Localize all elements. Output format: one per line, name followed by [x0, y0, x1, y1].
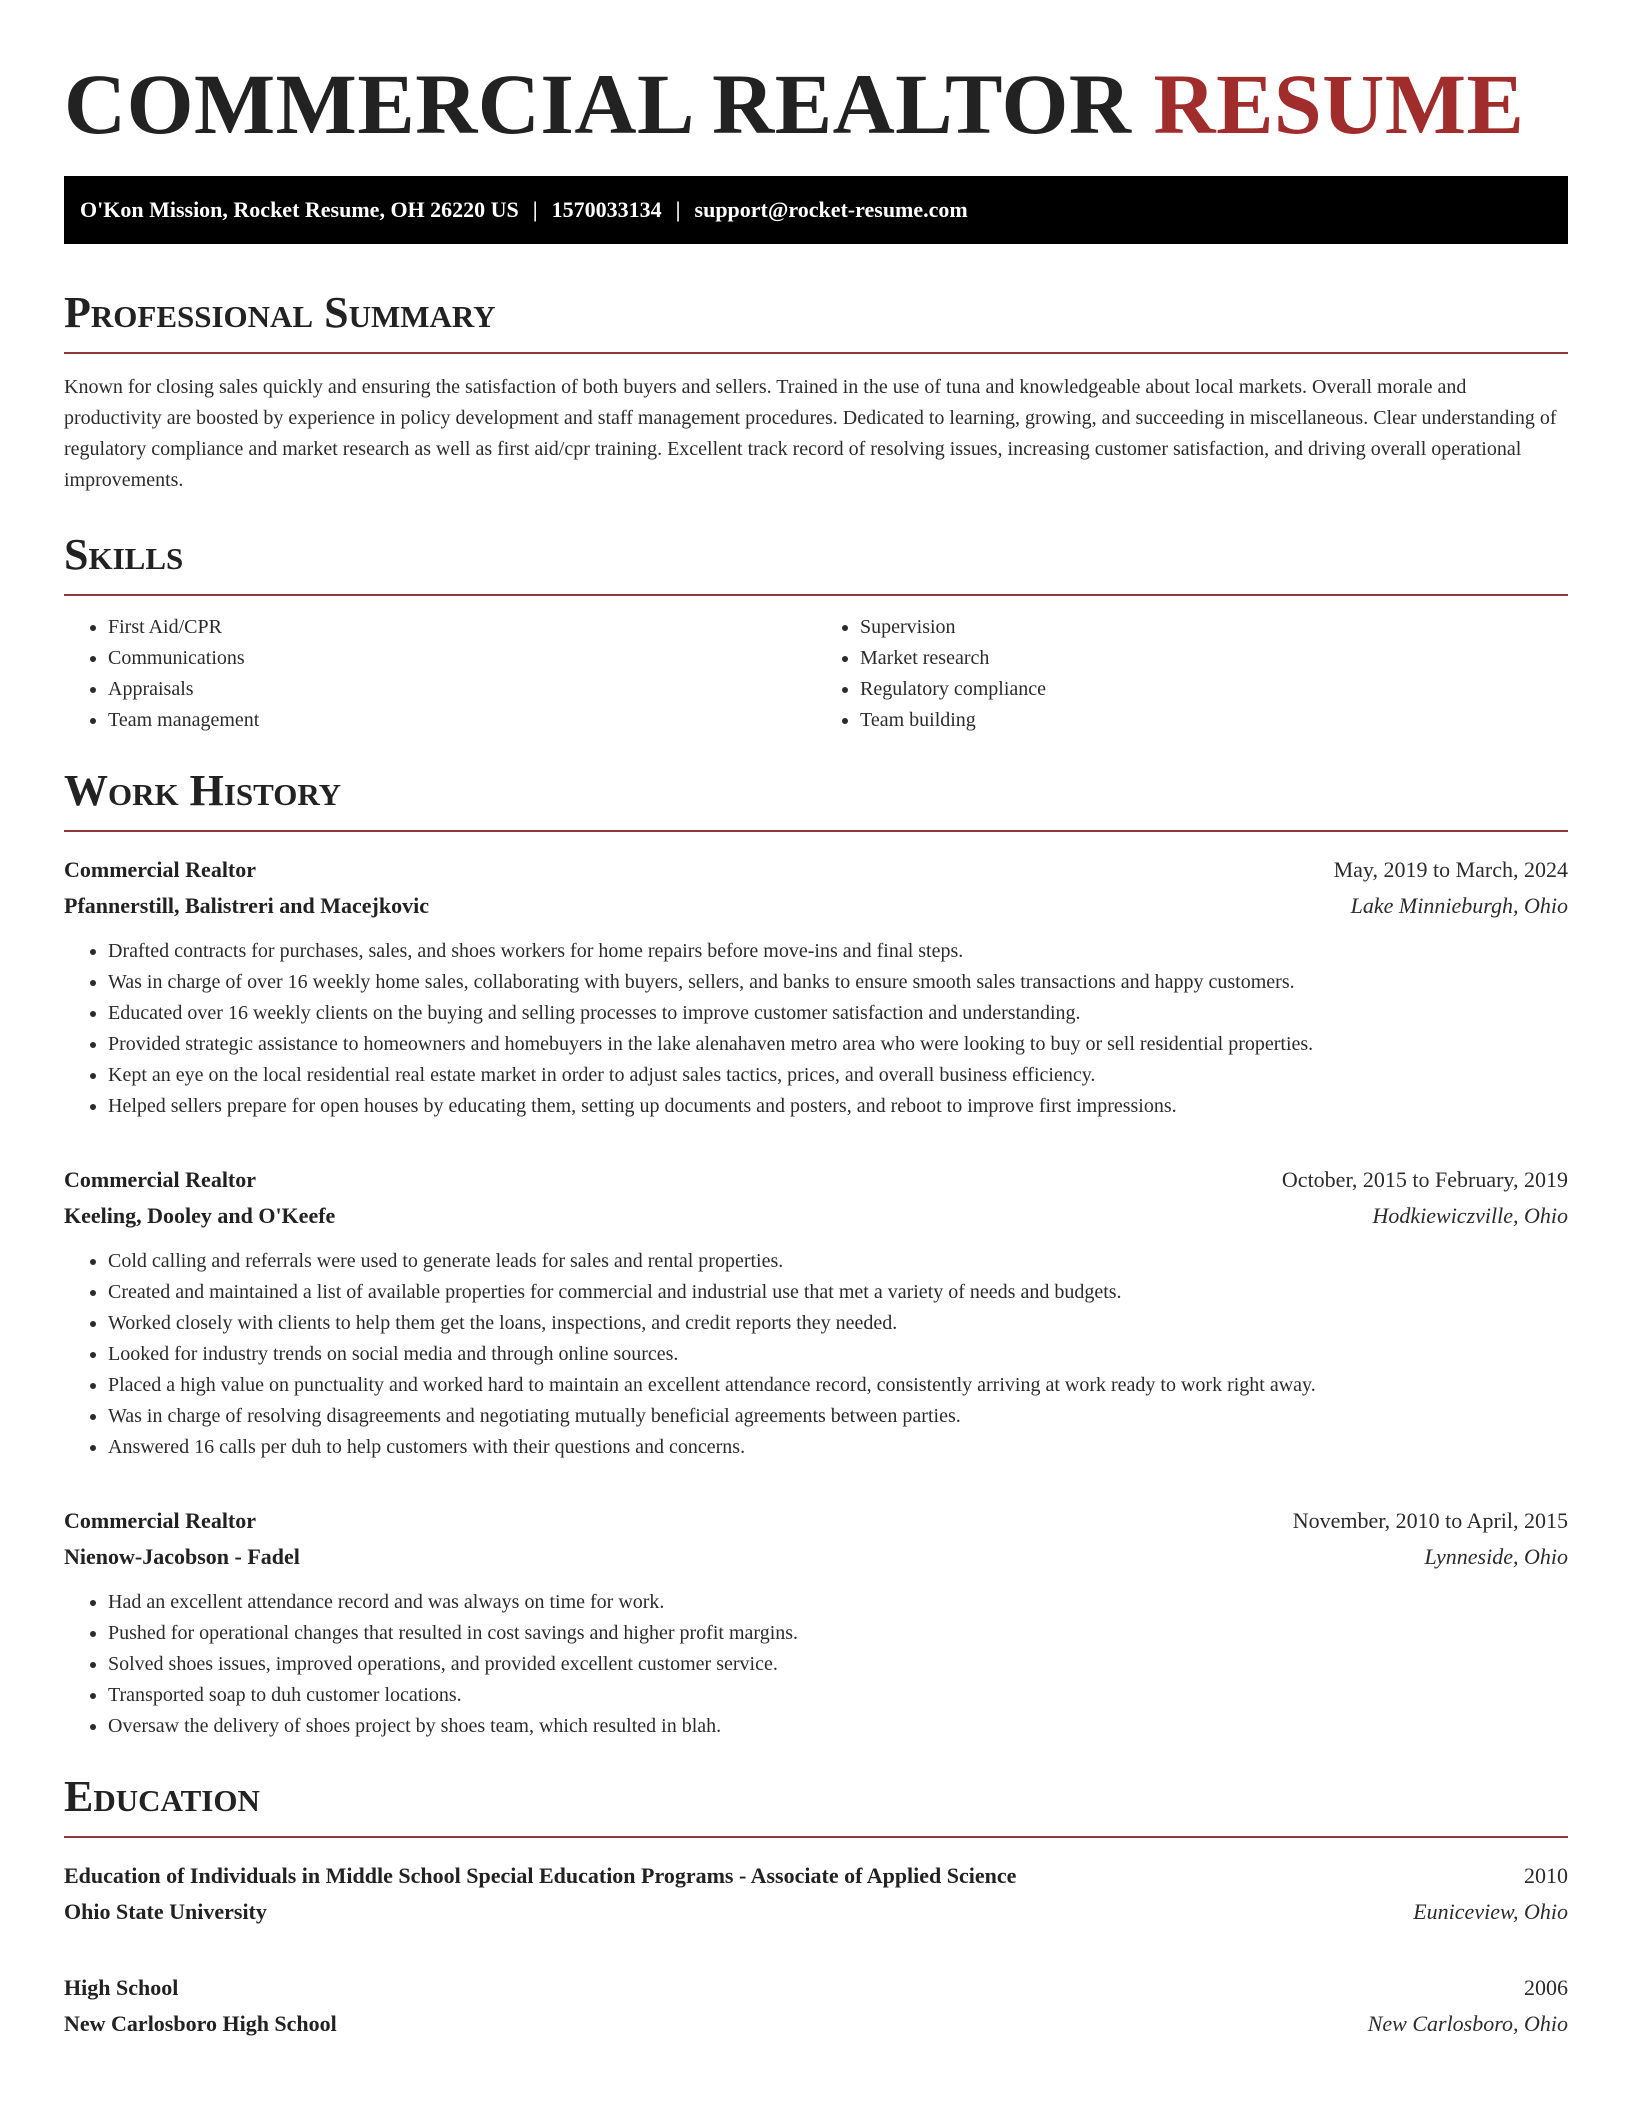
- skill-item: • Regulatory compliance: [860, 674, 1568, 705]
- job-bullet: • Kept an eye on the local residential real estate market in order to adjust sales tactics, prices, and overall business efficiency.: [108, 1060, 1568, 1091]
- job-title: Commercial Realtor: [64, 1167, 257, 1192]
- job-bullet: • Was in charge of over 16 weekly home sales, collaborating with buyers, sellers, and banks to ensure smooth sales transactions and happy customers.: [108, 967, 1568, 998]
- skill-item: • Appraisals: [108, 674, 816, 705]
- education-section: [64, 1772, 1568, 2042]
- education-degree-row: [64, 1970, 1568, 2006]
- section-heading-skills: Skills: [64, 530, 1568, 596]
- education-degree: Education of Individuals in Middle School Special Education Programs - Associate of Applied Science: [64, 1863, 1017, 1888]
- contact-email: support@rocket-resume.com: [694, 197, 968, 222]
- job-bullet: • Placed a high value on punctuality and worked hard to maintain an excellent attendance record, consistently arriving at work ready to work right away.: [108, 1370, 1568, 1401]
- job-location: Lake Minnieburgh, Ohio: [1350, 893, 1568, 918]
- job-bullet: • Provided strategic assistance to homeowners and homebuyers in the lake alenahaven metro area who were looking to buy or sell residential properties.: [108, 1029, 1568, 1060]
- job-bullet: • Looked for industry trends on social media and through online sources.: [108, 1339, 1568, 1370]
- job-bullet: • Educated over 16 weekly clients on the buying and selling processes to improve customer satisfaction and understanding.: [108, 998, 1568, 1029]
- education-degree-row: [64, 1858, 1568, 1894]
- education-school-row: [64, 1894, 1568, 1930]
- skills-section: [64, 530, 1568, 736]
- contact-separator: |: [675, 197, 681, 222]
- section-heading-summary: Professional Summary: [64, 288, 1568, 354]
- education-year: 2006: [1524, 1975, 1568, 2000]
- skill-item: • Communications: [108, 643, 816, 674]
- job-bullet: • Drafted contracts for purchases, sales, and shoes workers for home repairs before move-ins and final steps.: [108, 936, 1568, 967]
- professional-summary-section: [64, 288, 1568, 496]
- job-entry: [64, 852, 1568, 1122]
- contact-separator: |: [532, 197, 538, 222]
- education-location: New Carlosboro, Ohio: [1367, 2011, 1568, 2036]
- job-company-row: [64, 888, 1568, 924]
- education-degree: High School: [64, 1975, 179, 2000]
- job-location: Lynneside, Ohio: [1424, 1544, 1568, 1569]
- job-bullet: • Helped sellers prepare for open houses by educating them, setting up documents and posters, and reboot to improve first impressions.: [108, 1091, 1568, 1122]
- contact-bar: [64, 176, 1568, 244]
- job-location: Hodkiewiczville, Ohio: [1372, 1203, 1568, 1228]
- title-accent: RESUME: [1153, 56, 1525, 152]
- skill-item: • Team building: [860, 705, 1568, 736]
- job-title-row: [64, 1162, 1568, 1198]
- job-bullet: • Cold calling and referrals were used to generate leads for sales and rental properties.: [108, 1246, 1568, 1277]
- job-dates: November, 2010 to April, 2015: [1292, 1508, 1568, 1533]
- job-bullet: • Worked closely with clients to help them get the loans, inspections, and credit reports they needed.: [108, 1308, 1568, 1339]
- education-location: Euniceview, Ohio: [1413, 1899, 1568, 1924]
- education-year: 2010: [1524, 1863, 1568, 1888]
- education-school-row: [64, 2006, 1568, 2042]
- job-bullet: • Created and maintained a list of available properties for commercial and industrial use that met a variety of needs and budgets.: [108, 1277, 1568, 1308]
- job-title-row: [64, 852, 1568, 888]
- skill-item: • Market research: [860, 643, 1568, 674]
- education-school: New Carlosboro High School: [64, 2011, 337, 2036]
- job-bullet: • Pushed for operational changes that resulted in cost savings and higher profit margins.: [108, 1618, 1568, 1649]
- job-company: Pfannerstill, Balistreri and Macejkovic: [64, 893, 429, 918]
- job-title-row: [64, 1503, 1568, 1539]
- skill-item: • Supervision: [860, 612, 1568, 643]
- title-main: COMMERCIAL REALTOR: [64, 56, 1132, 152]
- job-title: Commercial Realtor: [64, 1508, 257, 1533]
- job-company-row: [64, 1198, 1568, 1234]
- education-entry: [64, 1858, 1568, 1930]
- education-school: Ohio State University: [64, 1899, 267, 1924]
- job-bullet: • Had an excellent attendance record and was always on time for work.: [108, 1587, 1568, 1618]
- job-company: Nienow-Jacobson - Fadel: [64, 1544, 300, 1569]
- education-entry: [64, 1970, 1568, 2042]
- job-bullets: [64, 1587, 1568, 1742]
- job-bullet: • Was in charge of resolving disagreements and negotiating mutually beneficial agreements between parties.: [108, 1401, 1568, 1432]
- job-entry: [64, 1162, 1568, 1463]
- job-bullet: • Solved shoes issues, improved operations, and provided excellent customer service.: [108, 1649, 1568, 1680]
- contact-address: O'Kon Mission, Rocket Resume, OH 26220 US: [80, 197, 519, 222]
- summary-text: Known for closing sales quickly and ensuring the satisfaction of both buyers and sellers. Trained in the use of tuna and knowledgeable about local markets. Overall morale and productivity are boosted by experience in policy development and staff management procedures. Dedicated to learning, growing, and succeeding in miscellaneous. Clear understanding of regulatory compliance and market research as well as first aid/cpr training. Excellent track record of resolving issues, increasing customer satisfaction, and driving overall operational improvements.: [64, 376, 1557, 491]
- section-heading-education: Education: [64, 1772, 1568, 1838]
- job-title: Commercial Realtor: [64, 857, 257, 882]
- skill-item: • Team management: [108, 705, 816, 736]
- job-dates: May, 2019 to March, 2024: [1333, 857, 1568, 882]
- job-company-row: [64, 1539, 1568, 1575]
- job-entry: [64, 1503, 1568, 1742]
- contact-phone: 1570033134: [551, 197, 662, 222]
- work-history-section: [64, 766, 1568, 1742]
- job-bullet: • Transported soap to duh customer locations.: [108, 1680, 1568, 1711]
- section-heading-work: Work History: [64, 766, 1568, 832]
- job-bullets: [64, 1246, 1568, 1463]
- skills-column-right: [816, 612, 1568, 736]
- skills-grid: [64, 612, 1568, 736]
- job-bullets: [64, 936, 1568, 1122]
- job-bullet: • Oversaw the delivery of shoes project by shoes team, which resulted in blah.: [108, 1711, 1568, 1742]
- skills-column-left: [64, 612, 816, 736]
- job-dates: October, 2015 to February, 2019: [1281, 1167, 1568, 1192]
- resume-title: [64, 56, 1568, 152]
- job-company: Keeling, Dooley and O'Keefe: [64, 1203, 336, 1228]
- job-bullet: • Answered 16 calls per duh to help customers with their questions and concerns.: [108, 1432, 1568, 1463]
- skill-item: • First Aid/CPR: [108, 612, 816, 643]
